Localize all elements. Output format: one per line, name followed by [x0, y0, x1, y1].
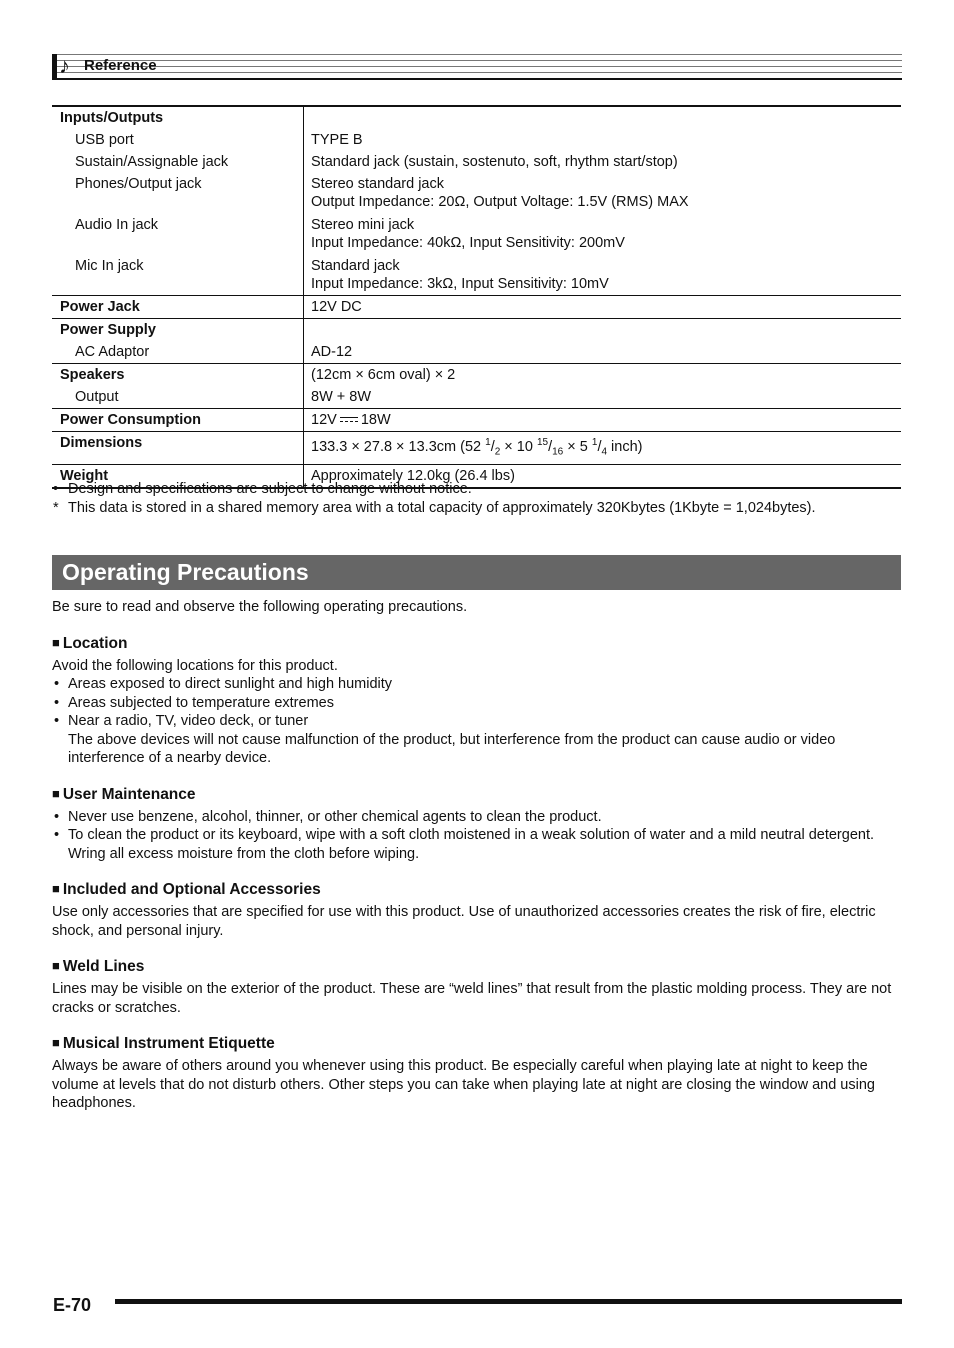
note-item: [52, 480, 902, 499]
page-number: E-70: [53, 1295, 92, 1315]
spec-sub-label: Output: [52, 386, 304, 409]
spec-value: 8W + 8W: [311, 389, 372, 405]
spec-value: Stereo mini jack Input Impedance: 40kΩ, Input Sensitivity: 200mV: [311, 217, 625, 251]
note-text: Design and specifications are subject to change without notice.: [68, 481, 472, 497]
spec-value: [304, 319, 902, 342]
paragraph: Always be aware of others around you whenever using this product. Be especially careful when playing late at night to keep the volume at levels that do not disturb others. Other steps you can take when playing late at night are closing the window and using headphones.: [52, 1058, 875, 1111]
spec-sub-label: Mic In jack: [52, 255, 304, 296]
header-title: Reference: [84, 57, 157, 74]
spec-value: Standard jack Input Impedance: 3kΩ, Input Sensitivity: 10mV: [311, 258, 609, 292]
staff-line: [52, 54, 902, 55]
staff-line: [52, 72, 902, 73]
spec-label: Power Jack: [52, 296, 304, 319]
weld-lines-section: [52, 956, 902, 1017]
page-header: [52, 54, 902, 80]
section-title: Operating Precautions: [62, 559, 309, 585]
spec-label: Dimensions: [52, 432, 304, 465]
spec-value: (12cm × 6cm oval) × 2: [304, 364, 902, 387]
list-item: • Areas subjected to temperature extremes: [54, 694, 334, 711]
list-item: • Areas exposed to direct sunlight and high humidity: [54, 676, 393, 692]
spec-label: Speakers: [52, 364, 304, 387]
spec-sub-label: AC Adaptor: [52, 341, 304, 364]
staff-line: [52, 78, 902, 80]
square-bullet-icon: ■: [52, 785, 60, 801]
list-item: • To clean the product or its keyboard, wipe with a soft cloth moistened in a weak solution of water and a mild neutral detergent. Wring all excess moisture from the cloth before wiping.: [54, 827, 875, 862]
asterisk-mark: *: [53, 500, 59, 516]
spec-value: 133.3 × 27.8 × 13.3cm (52 $^1/_2 \times 10$ $^{15}/_{16} \times 5$ $^1/_4$ inch): [304, 432, 902, 465]
spec-value: AD-12: [311, 344, 353, 360]
list-item: • Near a radio, TV, video deck, or tuner: [54, 713, 309, 729]
spec-value: Standard jack (sustain, sostenuto, soft, rhythm start/stop): [311, 154, 678, 170]
note-text: This data is stored in a shared memory area with a total capacity of approximately 320Kbytes (1Kbyte = 1,024bytes).: [68, 500, 816, 516]
spec-sub-label: Sustain/Assignable jack: [52, 151, 304, 173]
section-banner: [52, 555, 901, 590]
spec-label: Weight: [52, 464, 304, 488]
spec-label: Power Supply: [52, 319, 304, 342]
staff-line: [52, 60, 902, 61]
staff-line: [52, 66, 902, 67]
accessories-section: [52, 879, 902, 940]
note-item: [52, 499, 902, 518]
spec-value: Stereo standard jack Output Impedance: 20Ω, Output Voltage: 1.5V (RMS) MAX: [311, 176, 689, 210]
spec-label: Power Consumption: [52, 409, 304, 432]
list-item: • Never use benzene, alcohol, thinner, or other chemical agents to clean the product.: [54, 808, 602, 825]
music-note-icon: ♪: [59, 53, 70, 78]
maintenance-section: [52, 784, 902, 864]
spec-table: [52, 105, 901, 489]
spec-label: Inputs/Outputs: [52, 106, 304, 129]
spec-sub-label: USB port: [52, 129, 304, 151]
square-bullet-icon: ■: [52, 958, 60, 973]
bullet-mark: •: [53, 481, 59, 497]
spec-value: 12V DC: [304, 296, 902, 319]
subsection-heading: ■ Included and Optional Accessories: [52, 881, 321, 898]
etiquette-section: [52, 1033, 902, 1113]
footer-rule: [115, 1299, 902, 1304]
spec-value: Approximately 12.0kg (26.4 lbs): [304, 464, 902, 488]
section-intro: Be sure to read and observe the following operating precautions.: [52, 599, 468, 615]
spec-notes: [52, 480, 902, 518]
dc-symbol-icon: [340, 416, 358, 424]
spec-value: [304, 106, 902, 129]
paragraph: Avoid the following locations for this product.: [52, 657, 338, 674]
square-bullet-icon: ■: [52, 1035, 60, 1050]
subsection-heading: ■ User Maintenance: [52, 785, 196, 803]
subsection-heading: ■ Weld Lines: [52, 958, 145, 975]
paragraph: Lines may be visible on the exterior of the product. These are “weld lines” that result from the plastic molding process. They are not cracks or scratches.: [52, 981, 892, 1016]
square-bullet-icon: ■: [52, 881, 60, 896]
square-bullet-icon: ■: [52, 634, 60, 650]
location-section: [52, 633, 902, 768]
header-marker: [52, 54, 57, 80]
spec-value: TYPE B: [311, 132, 363, 148]
section-body: [52, 598, 902, 1129]
subsection-heading: ■ Location: [52, 634, 128, 652]
paragraph: Use only accessories that are specified for use with this product. Use of unauthorized accessories creates the risk of fire, electric shock, and personal injury.: [52, 904, 876, 939]
spec-value: 12V 18W: [304, 409, 902, 432]
spec-sub-label: Phones/Output jack: [52, 173, 304, 214]
spec-sub-label: Audio In jack: [52, 214, 304, 255]
list-continuation: The above devices will not cause malfunction of the product, but interference from the product can cause audio or video interference of a nearby device.: [68, 731, 836, 766]
subsection-heading: ■ Musical Instrument Etiquette: [52, 1035, 275, 1052]
